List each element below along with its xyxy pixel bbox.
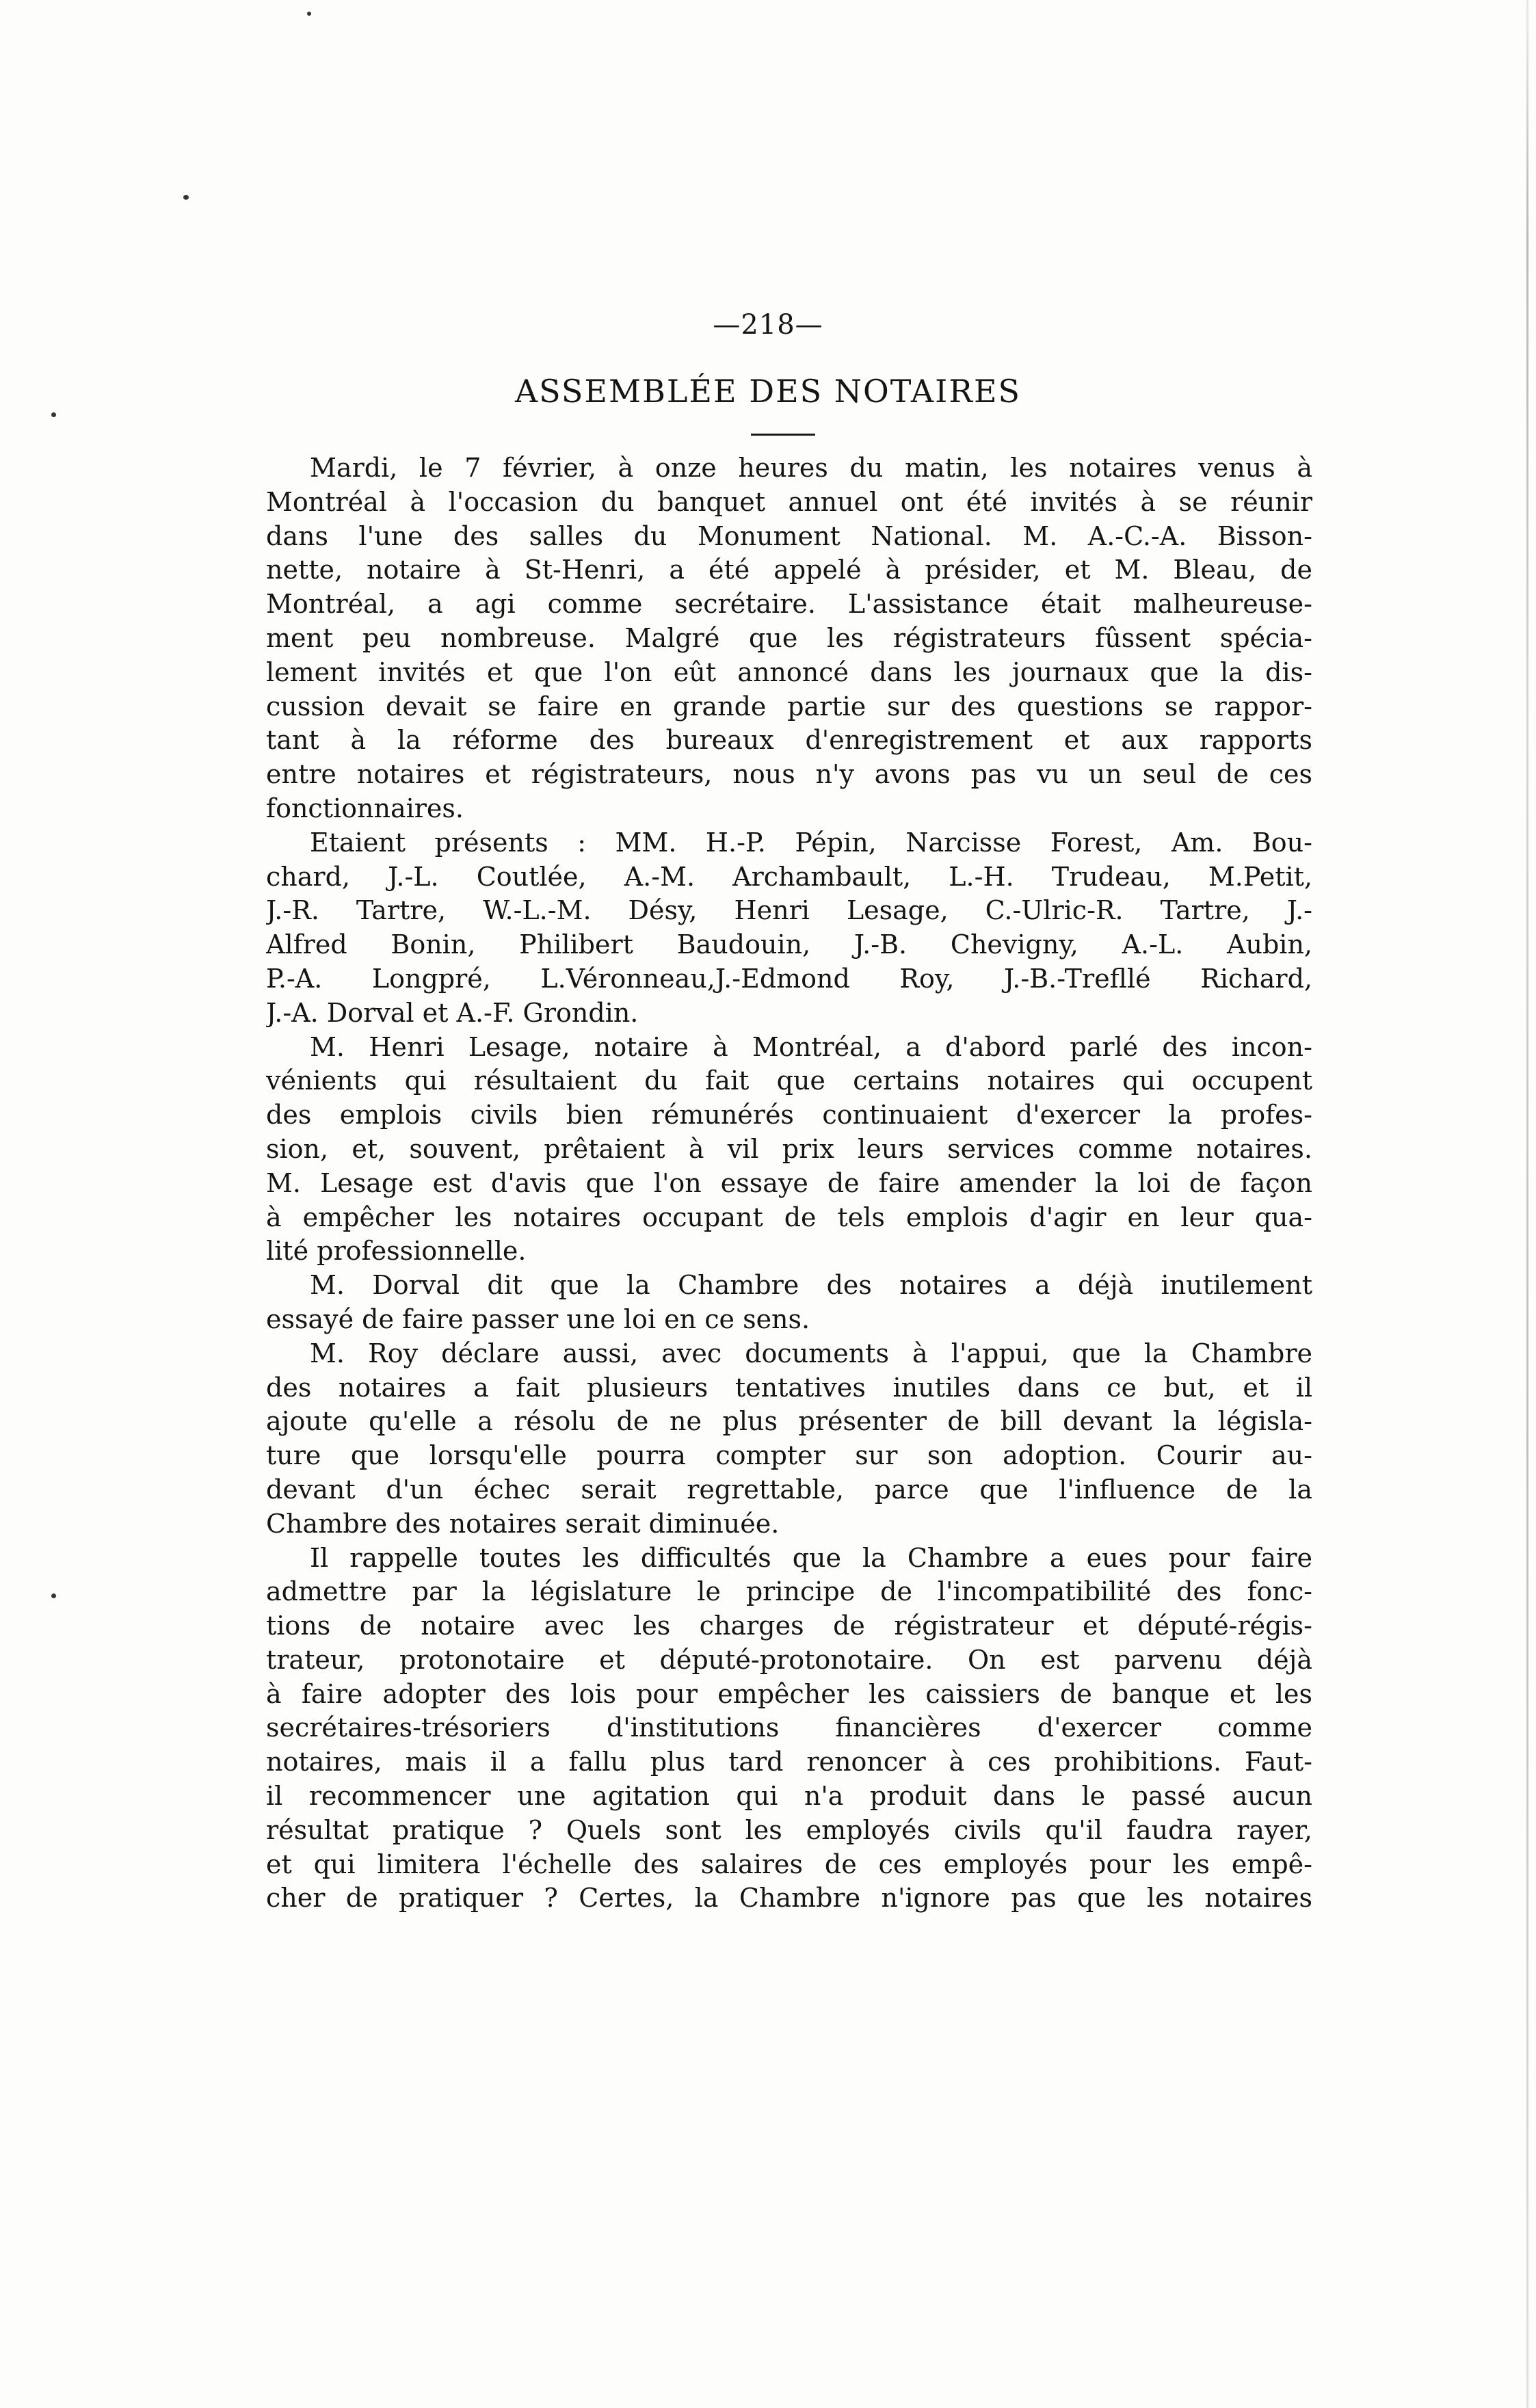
page-edge bbox=[1526, 0, 1528, 2408]
text-line: secrétaires-trésoriers d'institutions financières d'exercer comme bbox=[266, 1712, 1312, 1743]
speck bbox=[183, 195, 189, 200]
text-line: à empêcher les notaires occupant de tels emplois d'agir en leur qua- bbox=[266, 1202, 1312, 1232]
text-line: Il rappelle toutes les difficultés que la Chambre a eues pour faire bbox=[310, 1542, 1312, 1573]
page-number: —218— bbox=[713, 309, 823, 341]
text-line: ajoute qu'elle a résolu de ne plus présenter de bill devant la législa- bbox=[266, 1406, 1312, 1437]
text-line: notaires, mais il a fallu plus tard renoncer à ces prohibitions. Faut- bbox=[266, 1747, 1312, 1777]
text-line: M. Dorval dit que la Chambre des notaires a déjà inutilement bbox=[310, 1270, 1312, 1301]
text-line: M. Lesage est d'avis que l'on essaye de faire amender la loi de façon bbox=[266, 1167, 1312, 1198]
text-line: M. Roy déclare aussi, avec documents à l'appui, que la Chambre bbox=[310, 1338, 1312, 1368]
text-line: admettre par la législature le principe de l'incompatibilité des fonc- bbox=[266, 1576, 1312, 1607]
text-line: M. Henri Lesage, notaire à Montréal, a d'abord parlé des incon- bbox=[310, 1031, 1312, 1062]
speck bbox=[51, 412, 56, 417]
text-line: des notaires a fait plusieurs tentatives inutiles dans ce but, et il bbox=[266, 1372, 1312, 1403]
text-line: dans l'une des salles du Monument National. M. A.-C.-A. Bisson- bbox=[266, 520, 1312, 551]
text-line: résultat pratique ? Quels sont les employés civils qu'il faudra rayer, bbox=[266, 1814, 1312, 1845]
speck bbox=[307, 12, 311, 16]
paragraph bbox=[266, 1337, 1312, 1542]
paragraph bbox=[266, 1542, 1312, 1916]
text-line: fonctionnaires. bbox=[266, 793, 464, 823]
text-line: tions de notaire avec les charges de régistrateur et député-régis- bbox=[266, 1611, 1312, 1641]
title-rule bbox=[751, 434, 815, 436]
text-line: chard, J.-L. Coutlée, A.-M. Archambault, L.-H. Trudeau, M.Petit, bbox=[266, 861, 1312, 892]
text-line: lement invités et que l'on eût annoncé dans les journaux que la dis- bbox=[266, 657, 1312, 687]
text-line: Alfred Bonin, Philibert Baudouin, J.-B. Chevigny, A.-L. Aubin, bbox=[266, 929, 1312, 960]
text-line: à faire adopter des lois pour empêcher les caissiers de banque et les bbox=[266, 1678, 1312, 1709]
text-line: cussion devait se faire en grande partie sur des questions se rappor- bbox=[266, 691, 1312, 722]
text-line: il recommencer une agitation qui n'a produit dans le passé aucun bbox=[266, 1781, 1312, 1812]
text-line: P.-A. Longpré, L.Véronneau,J.-Edmond Roy, J.-B.-Trefllé Richard, bbox=[266, 963, 1312, 994]
text-line: Mardi, le 7 février, à onze heures du matin, les notaires venus à bbox=[310, 453, 1312, 483]
speck bbox=[51, 1593, 56, 1598]
text-line: cher de pratiquer ? Certes, la Chambre n'ignore pas que les notaires bbox=[266, 1883, 1312, 1914]
text-line: entre notaires et régistrateurs, nous n'y avons pas vu un seul de ces bbox=[266, 759, 1312, 790]
text-line: des emplois civils bien rémunérés continuaient d'exercer la profes- bbox=[266, 1100, 1312, 1130]
text-line: Montréal, a agi comme secrétaire. L'assistance était malheureuse- bbox=[266, 589, 1312, 620]
text-line: tant à la réforme des bureaux d'enregistrement et aux rapports bbox=[266, 725, 1312, 756]
text-line: trateur, protonotaire et député-protonotaire. On est parvenu déjà bbox=[266, 1644, 1312, 1675]
paragraph bbox=[266, 826, 1312, 1031]
text-line: et qui limitera l'échelle des salaires de ces employés pour les empê- bbox=[266, 1849, 1312, 1879]
text-line: lité professionnelle. bbox=[266, 1236, 527, 1267]
body-text bbox=[266, 451, 1312, 1916]
text-line: essayé de faire passer une loi en ce sens. bbox=[266, 1304, 810, 1334]
text-line: Montréal à l'occasion du banquet annuel ont été invités à se réunir bbox=[266, 486, 1312, 517]
text-line: ture que lorsqu'elle pourra compter sur son adoption. Courir au- bbox=[266, 1440, 1312, 1471]
text-line: nette, notaire à St-Henri, a été appelé à présider, et M. Bleau, de bbox=[266, 555, 1312, 585]
text-line: Chambre des notaires serait diminuée. bbox=[266, 1508, 780, 1539]
page-title: ASSEMBLÉE DES NOTAIRES bbox=[514, 373, 1022, 410]
paragraph bbox=[266, 1269, 1312, 1337]
text-line: vénients qui résultaient du fait que certains notaires qui occupent bbox=[266, 1066, 1312, 1096]
text-line: sion, et, souvent, prêtaient à vil prix leurs services comme notaires. bbox=[266, 1133, 1312, 1164]
paragraph bbox=[266, 1031, 1312, 1269]
text-line: Etaient présents : MM. H.-P. Pépin, Narcisse Forest, Am. Bou- bbox=[310, 827, 1312, 858]
text-line: ment peu nombreuse. Malgré que les régistrateurs fûssent spécia- bbox=[266, 622, 1312, 653]
text-line: J.-R. Tartre, W.-L.-M. Désy, Henri Lesage, C.-Ulric-R. Tartre, J.- bbox=[266, 895, 1312, 926]
paragraph bbox=[266, 451, 1312, 826]
text-line: J.-A. Dorval et A.-F. Grondin. bbox=[266, 997, 639, 1028]
text-line: devant d'un échec serait regrettable, parce que l'influence de la bbox=[266, 1474, 1312, 1505]
